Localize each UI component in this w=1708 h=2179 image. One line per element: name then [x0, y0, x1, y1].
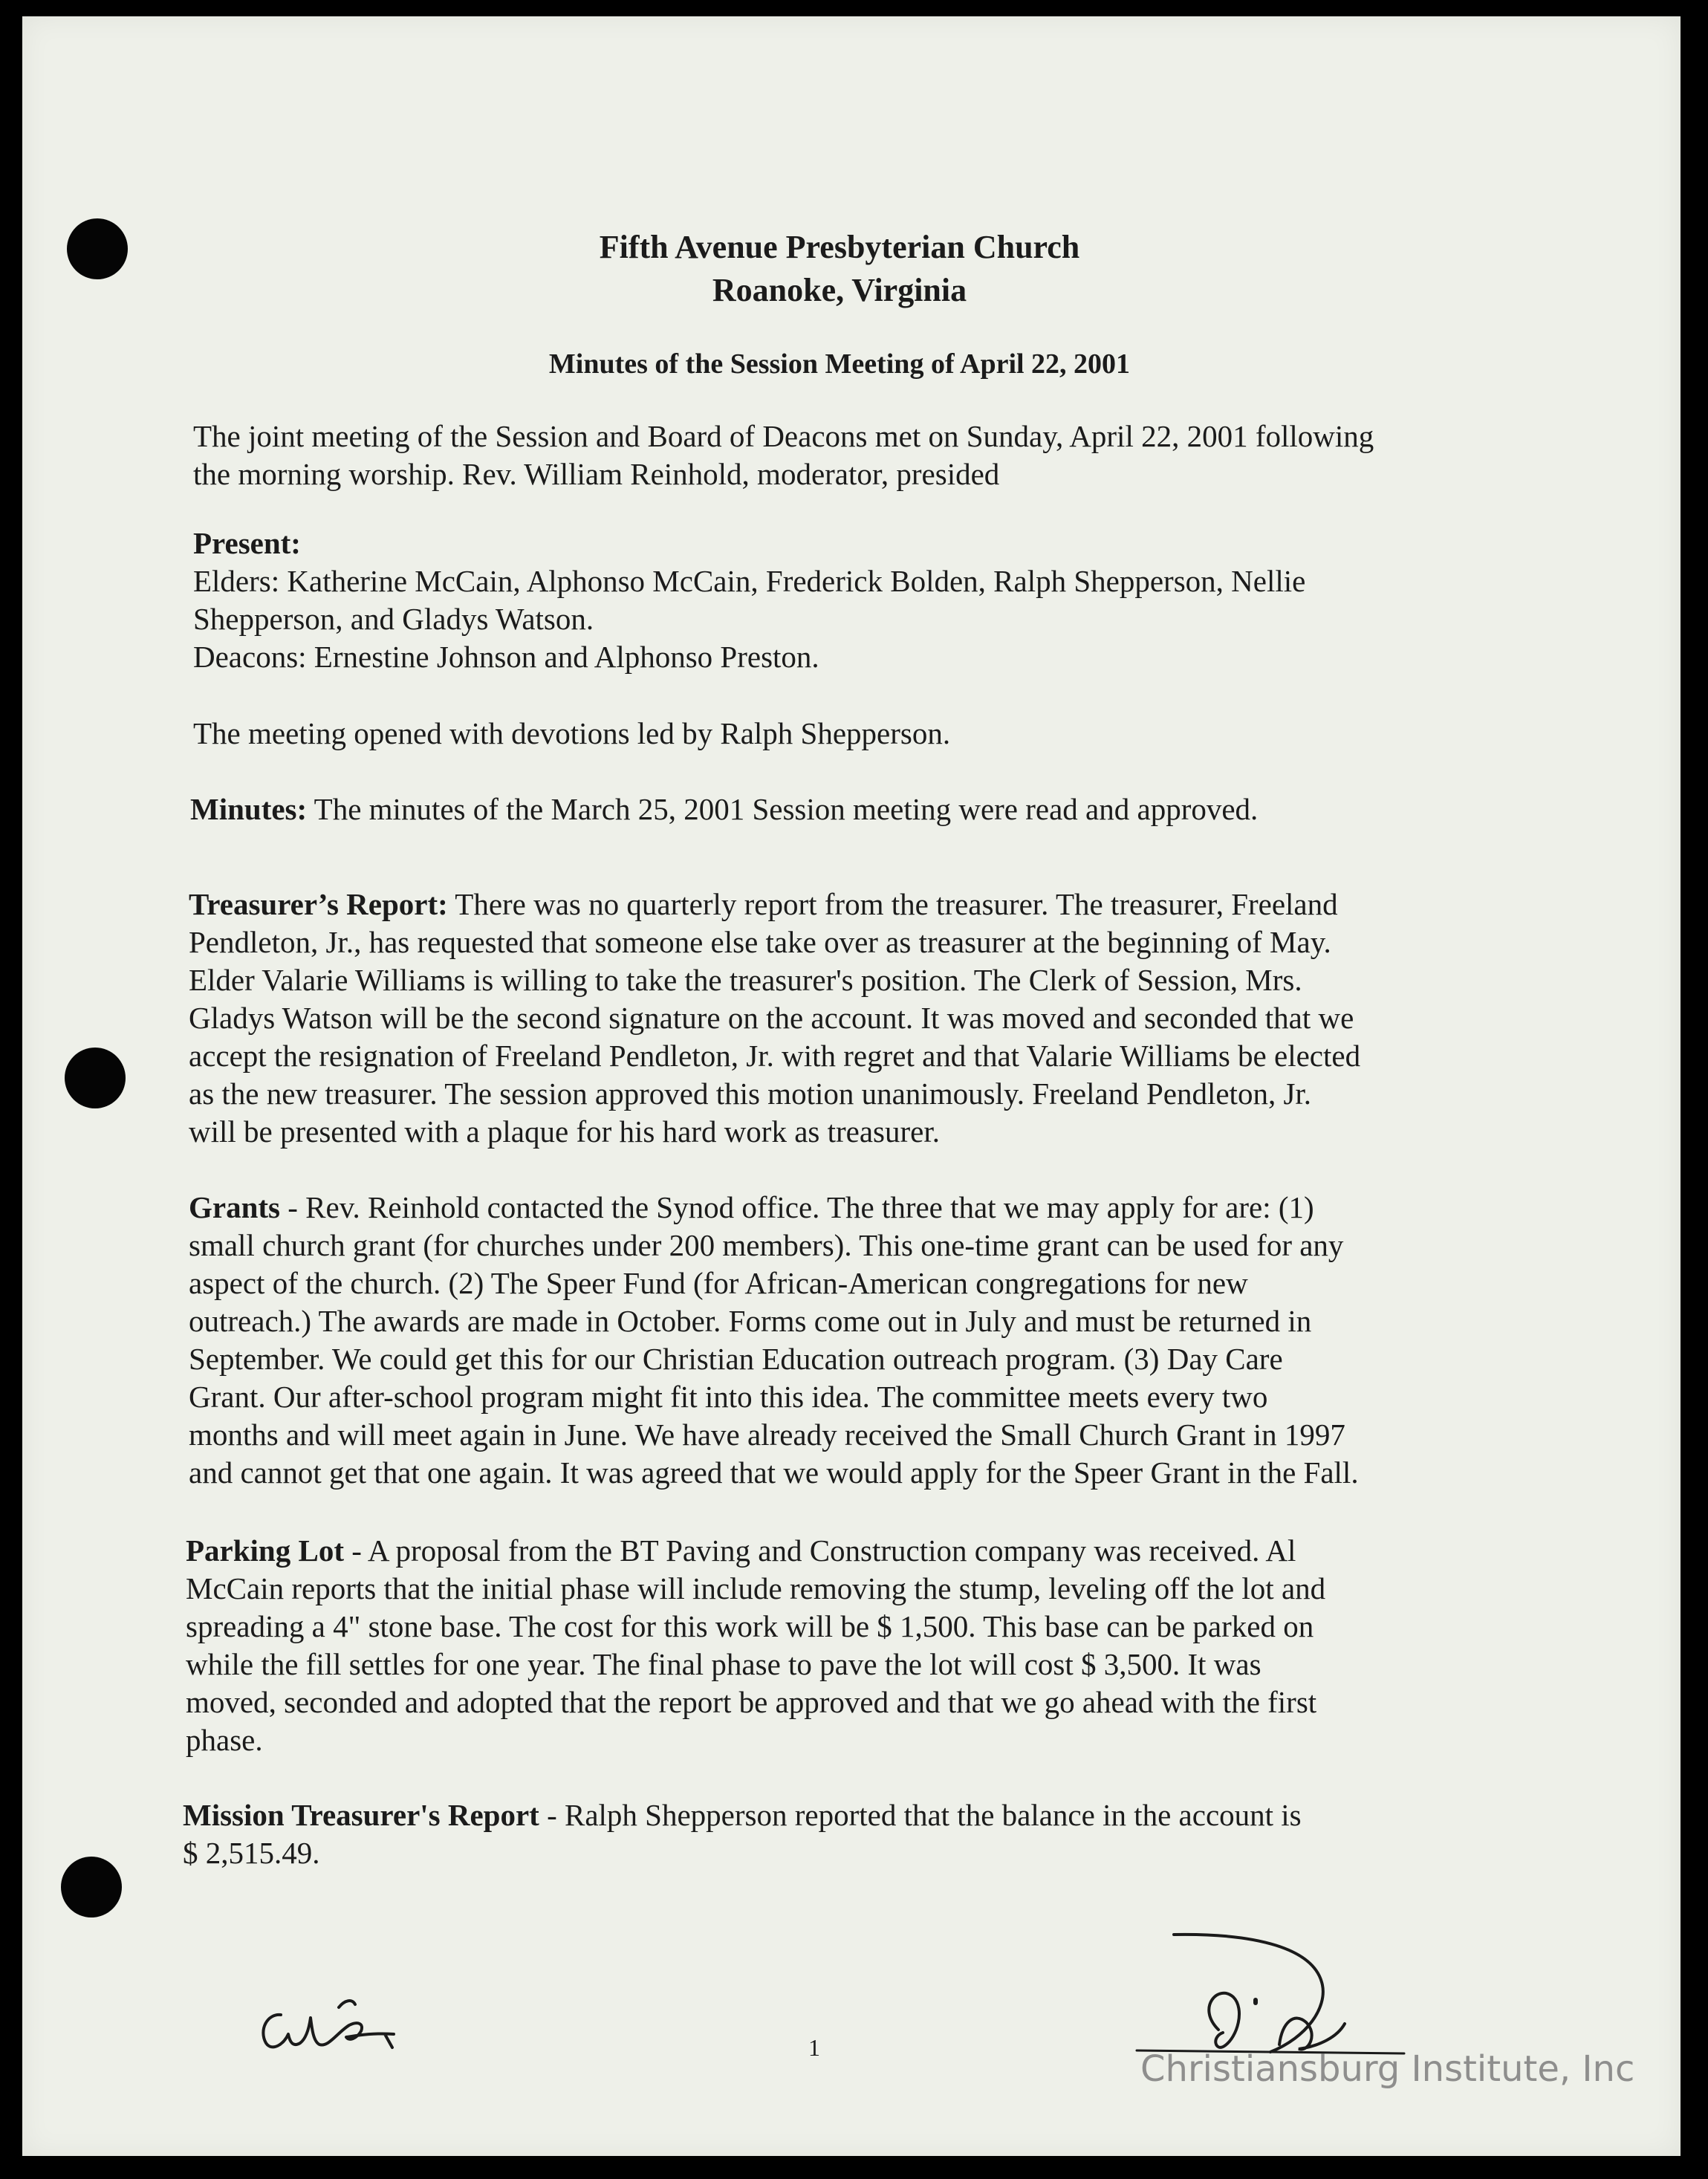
text-line: There was no quarterly report from the treasurer. The treasurer, Freeland [447, 887, 1338, 921]
church-name: Fifth Avenue Presbyterian Church [599, 229, 1080, 265]
minutes-paragraph [190, 790, 1483, 828]
text-line: the morning worship. Rev. William Reinhold, moderator, presided [193, 457, 1000, 491]
text-line: will be presented with a plaque for his hard work as treasurer. [189, 1114, 941, 1149]
text-line: phase. [186, 1723, 263, 1757]
parking-lot-label: Parking Lot [186, 1533, 344, 1568]
punch-hole-top [67, 218, 128, 279]
text-line: Pendleton, Jr., has requested that someone else take over as treasurer at the beginning of May. [189, 925, 1331, 959]
grants-paragraph [189, 1189, 1481, 1492]
present-label: Present: [193, 526, 301, 560]
text-line: moved, seconded and adopted that the report be approved and that we go ahead with the first [186, 1685, 1317, 1719]
text-line: McCain reports that the initial phase will include removing the stump, leveling off the lot and [186, 1571, 1326, 1605]
text-line: aspect of the church. (2) The Speer Fund (for African-American congregations for new [189, 1266, 1248, 1300]
text-line: Shepperson, and Gladys Watson. [193, 602, 594, 636]
text-line: September. We could get this for our Christian Education outreach program. (3) Day Care [189, 1342, 1283, 1376]
text-line: as the new treasurer. The session approved this motion unanimously. Freeland Pendleton, Jr. [189, 1076, 1312, 1111]
text-line: Elders: Katherine McCain, Alphonso McCain, Frederick Bolden, Ralph Shepperson, Nellie [193, 564, 1306, 598]
present-section [193, 525, 1486, 676]
text-line: $ 2,515.49. [183, 1836, 320, 1870]
text-line: Grant. Our after-school program might fit into this idea. The committee meets every two [189, 1380, 1268, 1414]
text-line: The meeting opened with devotions led by Ralph Shepperson. [193, 716, 951, 750]
document-page [22, 16, 1681, 2156]
parking-lot-paragraph [186, 1532, 1478, 1759]
text-line: Gladys Watson will be the second signature on the account. It was moved and seconded that we [189, 1001, 1354, 1035]
text-line: - Ralph Shepperson reported that the balance in the account is [539, 1798, 1302, 1832]
text-line: - Rev. Reinhold contacted the Synod office. The three that we may apply for are: (1) [280, 1190, 1314, 1224]
treasurer-report-label: Treasurer’s Report: [189, 887, 448, 921]
text-line: months and will meet again in June. We have already received the Small Church Grant in 1997 [189, 1418, 1345, 1452]
minutes-text: The minutes of the March 25, 2001 Session meeting were read and approved. [307, 792, 1259, 826]
mission-treasurer-label: Mission Treasurer's Report [183, 1798, 539, 1832]
meeting-title: Minutes of the Session Meeting of April 22, 2001 [548, 348, 1131, 380]
initials-signature-left [245, 1970, 416, 2067]
text-line: small church grant (for churches under 200 members). This one-time grant can be used for any [189, 1228, 1344, 1262]
watermark: Christiansburg Institute, Inc [1140, 2048, 1635, 2090]
mission-treasurer-paragraph [183, 1796, 1475, 1872]
punch-hole-bottom [61, 1857, 122, 1917]
text-line: - A proposal from the BT Paving and Construction company was received. Al [344, 1533, 1296, 1568]
text-line: Deacons: Ernestine Johnson and Alphonso Preston. [193, 640, 819, 674]
text-line: accept the resignation of Freeland Pendleton, Jr. with regret and that Valarie Williams be elected [189, 1039, 1361, 1073]
treasurer-report-paragraph [189, 886, 1481, 1151]
minutes-label: Minutes: [190, 792, 308, 826]
punch-hole-middle [65, 1048, 126, 1108]
grants-label: Grants [189, 1190, 280, 1224]
text-line: outreach.) The awards are made in October. Forms come out in July and must be returned in [189, 1304, 1312, 1338]
text-line: while the fill settles for one year. The final phase to pave the lot will cost $ 3,500. It was [186, 1647, 1261, 1681]
devotions-paragraph [193, 715, 1486, 753]
text-line: spreading a 4" stone base. The cost for this work will be $ 1,500. This base can be parked on [186, 1609, 1314, 1643]
text-line: The joint meeting of the Session and Board of Deacons met on Sunday, April 22, 2001 following [193, 419, 1374, 453]
church-location: Roanoke, Virginia [712, 272, 967, 308]
intro-paragraph [193, 418, 1486, 493]
text-line: and cannot get that one again. It was agreed that we would apply for the Speer Grant in the Fall. [189, 1455, 1359, 1490]
text-line: Elder Valarie Williams is willing to take the treasurer's position. The Clerk of Session, Mrs. [189, 963, 1302, 997]
page-number: 1 [808, 2034, 820, 2061]
